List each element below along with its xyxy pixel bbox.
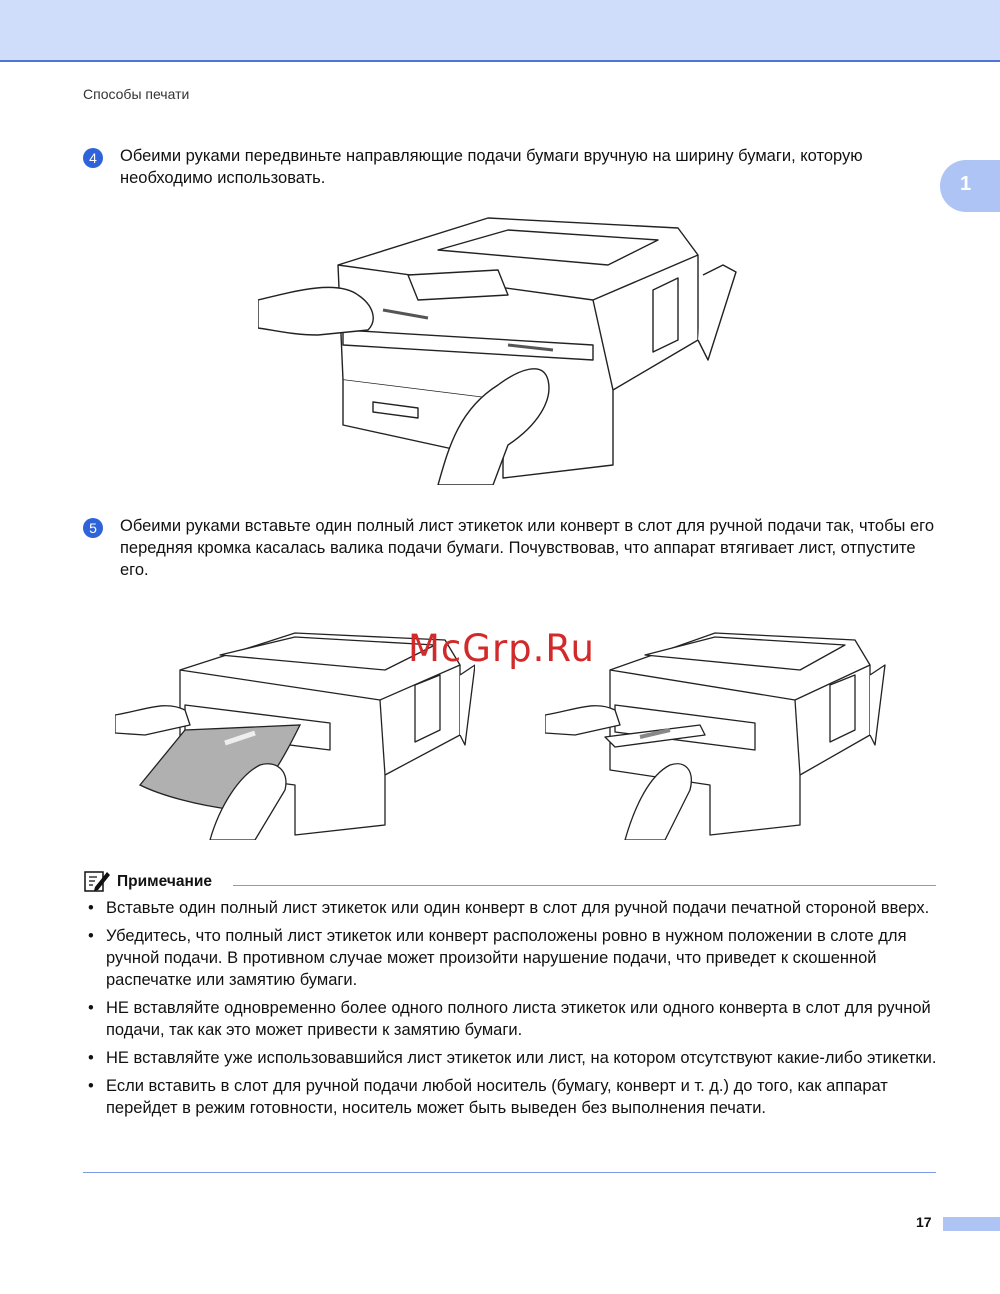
list-item: • НЕ вставляйте одновременно более одного полного листа этикеток или одного конверта в слот для ручной подачи, так как это может привести к замятию бумаги. <box>88 999 931 1039</box>
running-head: Способы печати <box>83 86 190 102</box>
bottom-rule <box>83 1172 936 1173</box>
note-pencil-icon <box>83 869 111 893</box>
watermark: McGrp.Ru <box>408 627 595 670</box>
printer-guides-illustration <box>258 210 748 485</box>
note-rule <box>233 885 936 886</box>
note-header <box>83 869 936 893</box>
step-number: 5 <box>83 518 103 538</box>
header-band <box>0 0 1000 62</box>
step-text: Обеими руками передвиньте направляющие подачи бумаги вручную на ширину бумаги, которую необходимо использовать. <box>120 147 863 187</box>
chapter-tab <box>940 160 1000 212</box>
chapter-tab-label: 1 <box>960 173 972 195</box>
list-item: • НЕ вставляйте уже использовавшийся лист этикеток или лист, на котором отсутствуют какие-либо этикетки. <box>88 1049 937 1067</box>
step-number: 4 <box>83 148 103 168</box>
list-item: • Вставьте один полный лист этикеток или один конверт в слот для ручной подачи печатной стороной вверх. <box>88 899 930 917</box>
list-item: • Если вставить в слот для ручной подачи любой носитель (бумагу, конверт и т. д.) до того, как аппарат перейдет в режим готовности, носитель может быть выведен без выполнения печати. <box>88 1077 888 1117</box>
list-item: • Убедитесь, что полный лист этикеток или конверт расположены ровно в нужном положении в слоте для ручной подачи. В противном случае может произойти нарушение подачи, что приведет к скошенной распечатке или замятию бумаги. <box>88 927 907 989</box>
printer-envelope-illustration <box>545 625 890 840</box>
page-number: 17 <box>916 1214 932 1230</box>
note-list <box>83 897 938 1125</box>
page-tab <box>943 1217 1000 1231</box>
note-title: Примечание <box>117 873 212 890</box>
step-text: Обеими руками вставьте один полный лист этикеток или конверт в слот для ручной подачи так, чтобы его передняя кромка касалась валика подачи бумаги. Почувствовав, что аппарат втягивает лист, отпустите его. <box>120 517 935 579</box>
